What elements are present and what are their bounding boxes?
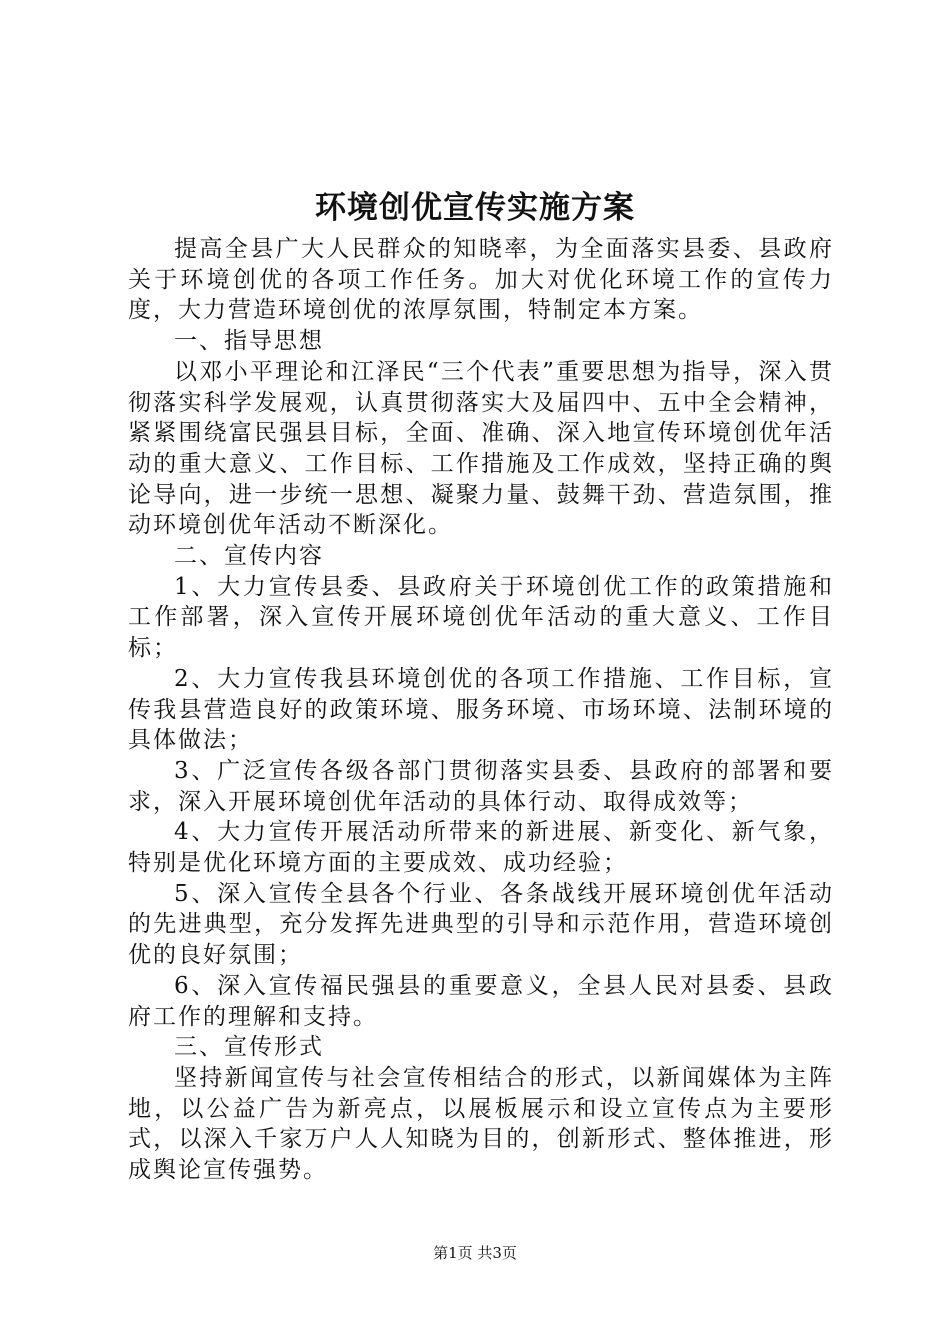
paragraph-content-item-1: 1、大力宣传县委、县政府关于环境创优工作的政策措施和工作部署，深入宣传开展环境创优年活动的重大意义、工作目标； <box>128 573 834 662</box>
paragraph-content-item-5: 5、深入宣传全县各个行业、各条战线开展环境创优年活动的先进典型，充分发挥先进典型的引导和示范作用，营造环境创优的良好氛围； <box>128 880 834 969</box>
page-footer: 第1页 共3页 <box>433 1244 517 1262</box>
paragraph-content-item-4: 4、大力宣传开展活动所带来的新进展、新变化、新气象，特别是优化环境方面的主要成效、成功经验； <box>128 819 834 877</box>
section-heading-form: 三、宣传形式 <box>174 1034 324 1061</box>
paragraph-form: 坚持新闻宣传与社会宣传相结合的形式，以新闻媒体为主阵地，以公益广告为新亮点，以展板展示和设立宣传点为主要形式，以深入千家万户人人知晓为目的，创新形式、整体推进，形成舆论宣传强势。 <box>128 1064 834 1184</box>
section-heading-content: 二、宣传内容 <box>174 543 324 570</box>
paragraph-intro: 提高全县广大人民群众的知晓率，为全面落实县委、县政府关于环境创优的各项工作任务。加大对优化环境工作的宣传力度，大力营造环境创优的浓厚氛围，特制定本方案。 <box>128 236 834 324</box>
section-heading-guiding-ideology: 一、指导思想 <box>174 328 324 355</box>
paragraph-content-item-3: 3、广泛宣传各级各部门贯彻落实县委、县政府的部署和要求，深入开展环境创优年活动的具体行动、取得成效等； <box>128 757 834 815</box>
paragraph-content-item-2: 2、大力宣传我县环境创优的各项工作措施、工作目标，宣传我县营造良好的政策环境、服务环境、市场环境、法制环境的具体做法； <box>128 665 834 754</box>
paragraph-content-item-6: 6、深入宣传福民强县的重要意义，全县人民对县委、县政府工作的理解和支持。 <box>128 972 834 1030</box>
paragraph-guiding-ideology: 以邓小平理论和江泽民“三个代表”重要思想为指导，深入贯彻落实科学发展观，认真贯彻落实大及届四中、五中全会精神，紧紧围绕富民强县目标，全面、准确、深入地宣传环境创优年活动的重大意义、工作目标、工作措施及工作成效，坚持正确的舆论导向，进一步统一思想、凝聚力量、鼓舞干劲、营造氛围，推动环境创优年活动不断深化。 <box>128 358 834 539</box>
document-title: 环境创优宣传实施方案 <box>315 190 635 226</box>
document-body <box>128 234 834 1186</box>
